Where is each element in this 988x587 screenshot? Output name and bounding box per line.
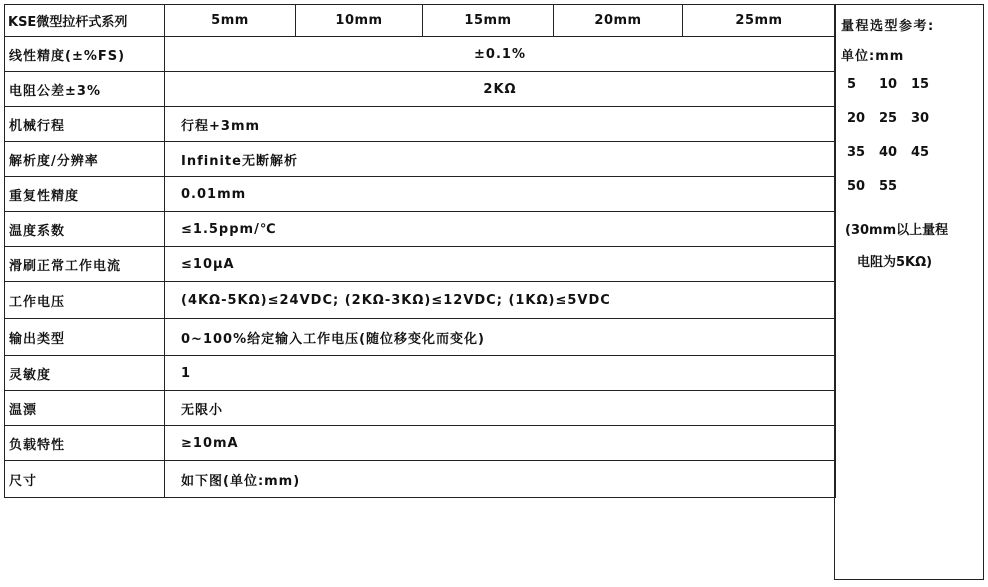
range-row [847,111,943,126]
size-10mm: 10mm [296,5,423,37]
table-row [5,282,836,319]
row-value: 如下图(单位:mm) [165,461,836,498]
row-value: ≥10mA [165,426,836,461]
row-label: 负载特性 [5,426,165,461]
table-row [5,72,836,107]
size-15mm: 15mm [423,5,554,37]
range-value: 55 [879,179,898,194]
table-row [5,177,836,212]
size-25mm: 25mm [683,5,836,37]
table-row [5,37,836,72]
row-label: 输出类型 [5,319,165,356]
row-value: ≤10μA [165,247,836,282]
table-row [5,426,836,461]
row-label: 灵敏度 [5,356,165,391]
range-note: 电阻为5KΩ) [857,255,933,270]
header-row [5,5,836,37]
table-row [5,142,836,177]
row-label: 重复性精度 [5,177,165,212]
range-value: 5 [847,77,857,92]
range-note: (30mm以上量程 [845,223,949,238]
size-5mm: 5mm [165,5,296,37]
table-row [5,319,836,356]
row-value: 0~100%给定输入工作电压(随位移变化而变化) [165,319,836,356]
row-label: 机械行程 [5,107,165,142]
row-value: 2KΩ [165,72,836,107]
row-label: 电阻公差±3% [5,72,165,107]
range-value: 45 [911,145,930,160]
table-row [5,107,836,142]
range-row [847,145,943,160]
row-label: 温漂 [5,391,165,426]
range-value: 10 [879,77,898,92]
range-selection-panel [834,4,984,580]
row-value: ±0.1% [165,37,836,72]
row-value: 0.01mm [165,177,836,212]
size-20mm: 20mm [554,5,683,37]
spec-table [4,4,836,498]
row-value: 1 [165,356,836,391]
table-row [5,461,836,498]
range-panel-title: 量程选型参考: [841,19,935,34]
range-value: 25 [879,111,898,126]
range-row [847,179,911,194]
row-value: ≤1.5ppm/℃ [165,212,836,247]
series-name: KSE微型拉杆式系列 [5,5,165,37]
row-label: 温度系数 [5,212,165,247]
row-value: 无限小 [165,391,836,426]
table-row [5,247,836,282]
range-value: 35 [847,145,866,160]
row-label: 滑刷正常工作电流 [5,247,165,282]
row-value: Infinite无断解析 [165,142,836,177]
row-value: 行程+3mm [165,107,836,142]
range-value: 15 [911,77,930,92]
table-row [5,391,836,426]
table-row [5,356,836,391]
range-value: 30 [911,111,930,126]
range-row [847,77,943,92]
row-label: 尺寸 [5,461,165,498]
range-unit: 单位:mm [841,49,905,64]
range-value: 50 [847,179,866,194]
row-label: 工作电压 [5,282,165,319]
row-label: 解析度/分辨率 [5,142,165,177]
table-row [5,212,836,247]
row-label: 线性精度(±%FS) [5,37,165,72]
range-value: 20 [847,111,866,126]
row-value: (4KΩ-5KΩ)≤24VDC; (2KΩ-3KΩ)≤12VDC; (1KΩ)≤5VDC [165,282,836,319]
range-value: 40 [879,145,898,160]
